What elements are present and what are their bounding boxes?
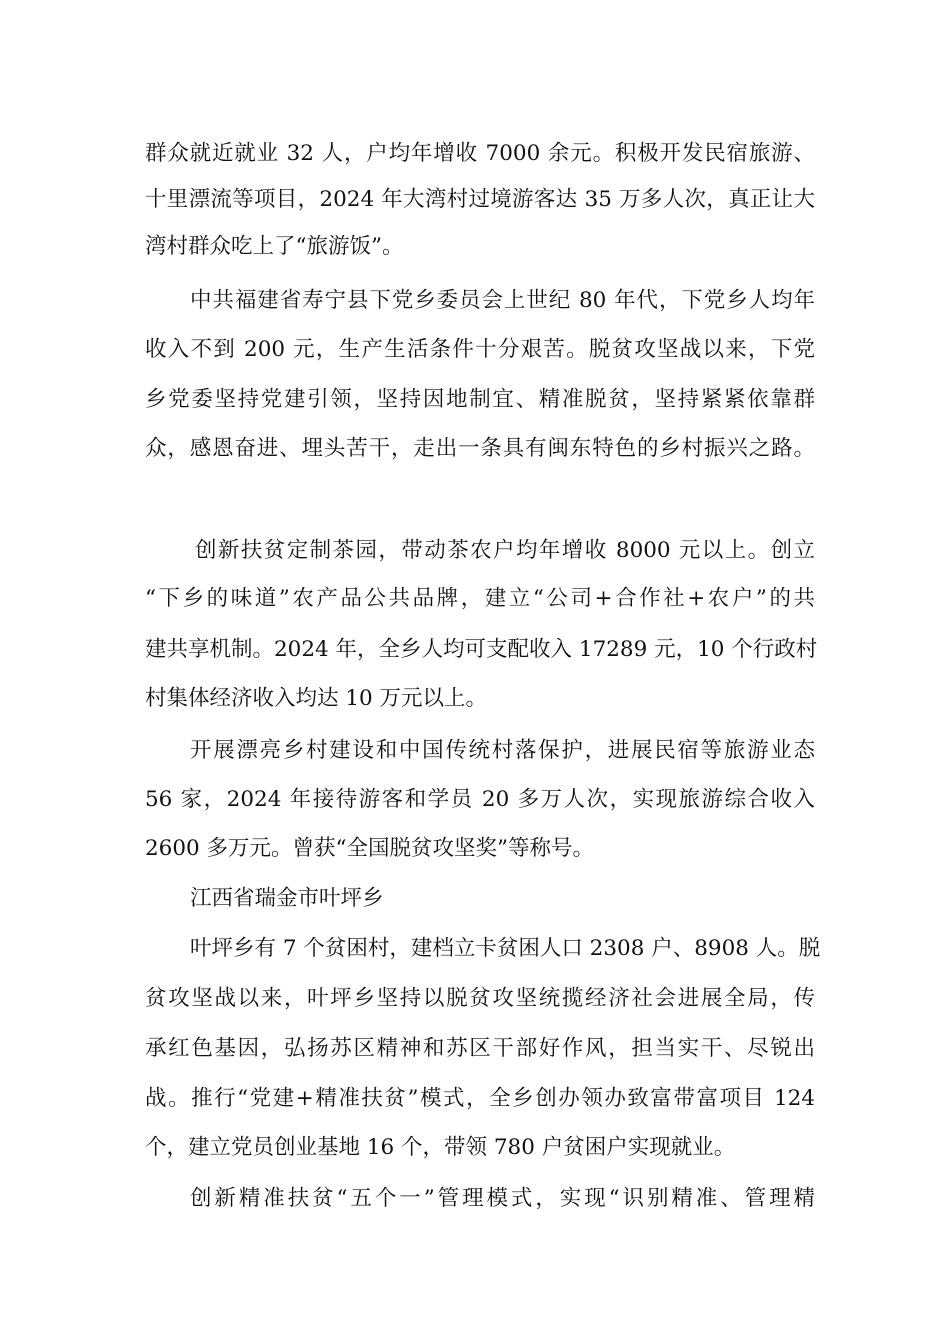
text-line: 建共享机制。2024 年，全乡人均可支配收入 17289 元，10 个行政村 xyxy=(145,637,818,662)
text-line: “下乡的味道”农产品公共品牌，建立“公司+合作社+农户”的共 xyxy=(145,586,815,611)
text-line: 开展漂亮乡村建设和中国传统村落保护，进展民宿等旅游业态 xyxy=(190,738,815,763)
text-line: 收入不到 200 元，生产生活条件十分艰苦。脱贫攻坚战以来，下党 xyxy=(145,337,815,362)
text-line: 湾村群众吃上了“旅游饭”。 xyxy=(145,234,404,259)
text-line: 战。推行“党建+精准扶贫”模式，全乡创办领办致富带富项目 124 xyxy=(145,1086,815,1111)
text-line: 承红色基因，弘扬苏区精神和苏区干部好作风，担当实干、尽锐出 xyxy=(145,1036,815,1061)
text-line: 叶坪乡有 7 个贫困村，建档立卡贫困人口 2308 户、8908 人。脱 xyxy=(190,936,821,961)
text-line: 村集体经济收入均达 10 万元以上。 xyxy=(145,686,488,711)
text-line: 个，建立党员创业基地 16 个，带领 780 户贫困户实现就业。 xyxy=(145,1135,736,1160)
text-line: 创新精准扶贫“五个一”管理模式，实现“识别精准、管理精 xyxy=(190,1186,815,1211)
text-line: 2600 多万元。曾获“全国脱贫攻坚奖”等称号。 xyxy=(145,836,595,861)
section-heading: 江西省瑞金市叶坪乡 xyxy=(190,886,384,911)
text-line: 创新扶贫定制茶园，带动茶农户均年增收 8000 元以上。创立 xyxy=(195,538,815,563)
text-line: 众，感恩奋进、埋头苦干，走出一条具有闽东特色的乡村振兴之路。 xyxy=(145,436,815,461)
text-line: 群众就近就业 32 人，户均年增收 7000 余元。积极开发民宿旅游、 xyxy=(145,141,815,166)
text-line: 乡党委坚持党建引领，坚持因地制宜、精准脱贫，坚持紧紧依靠群 xyxy=(145,387,815,412)
text-line: 贫攻坚战以来，叶坪乡坚持以脱贫攻坚统揽经济社会进展全局，传 xyxy=(145,986,815,1011)
text-line: 中共福建省寿宁县下党乡委员会上世纪 80 年代，下党乡人均年 xyxy=(190,288,815,313)
text-line: 56 家，2024 年接待游客和学员 20 多万人次，实现旅游综合收入 xyxy=(145,787,815,812)
text-line: 十里漂流等项目，2024 年大湾村过境游客达 35 万多人次，真正让大 xyxy=(145,187,815,212)
